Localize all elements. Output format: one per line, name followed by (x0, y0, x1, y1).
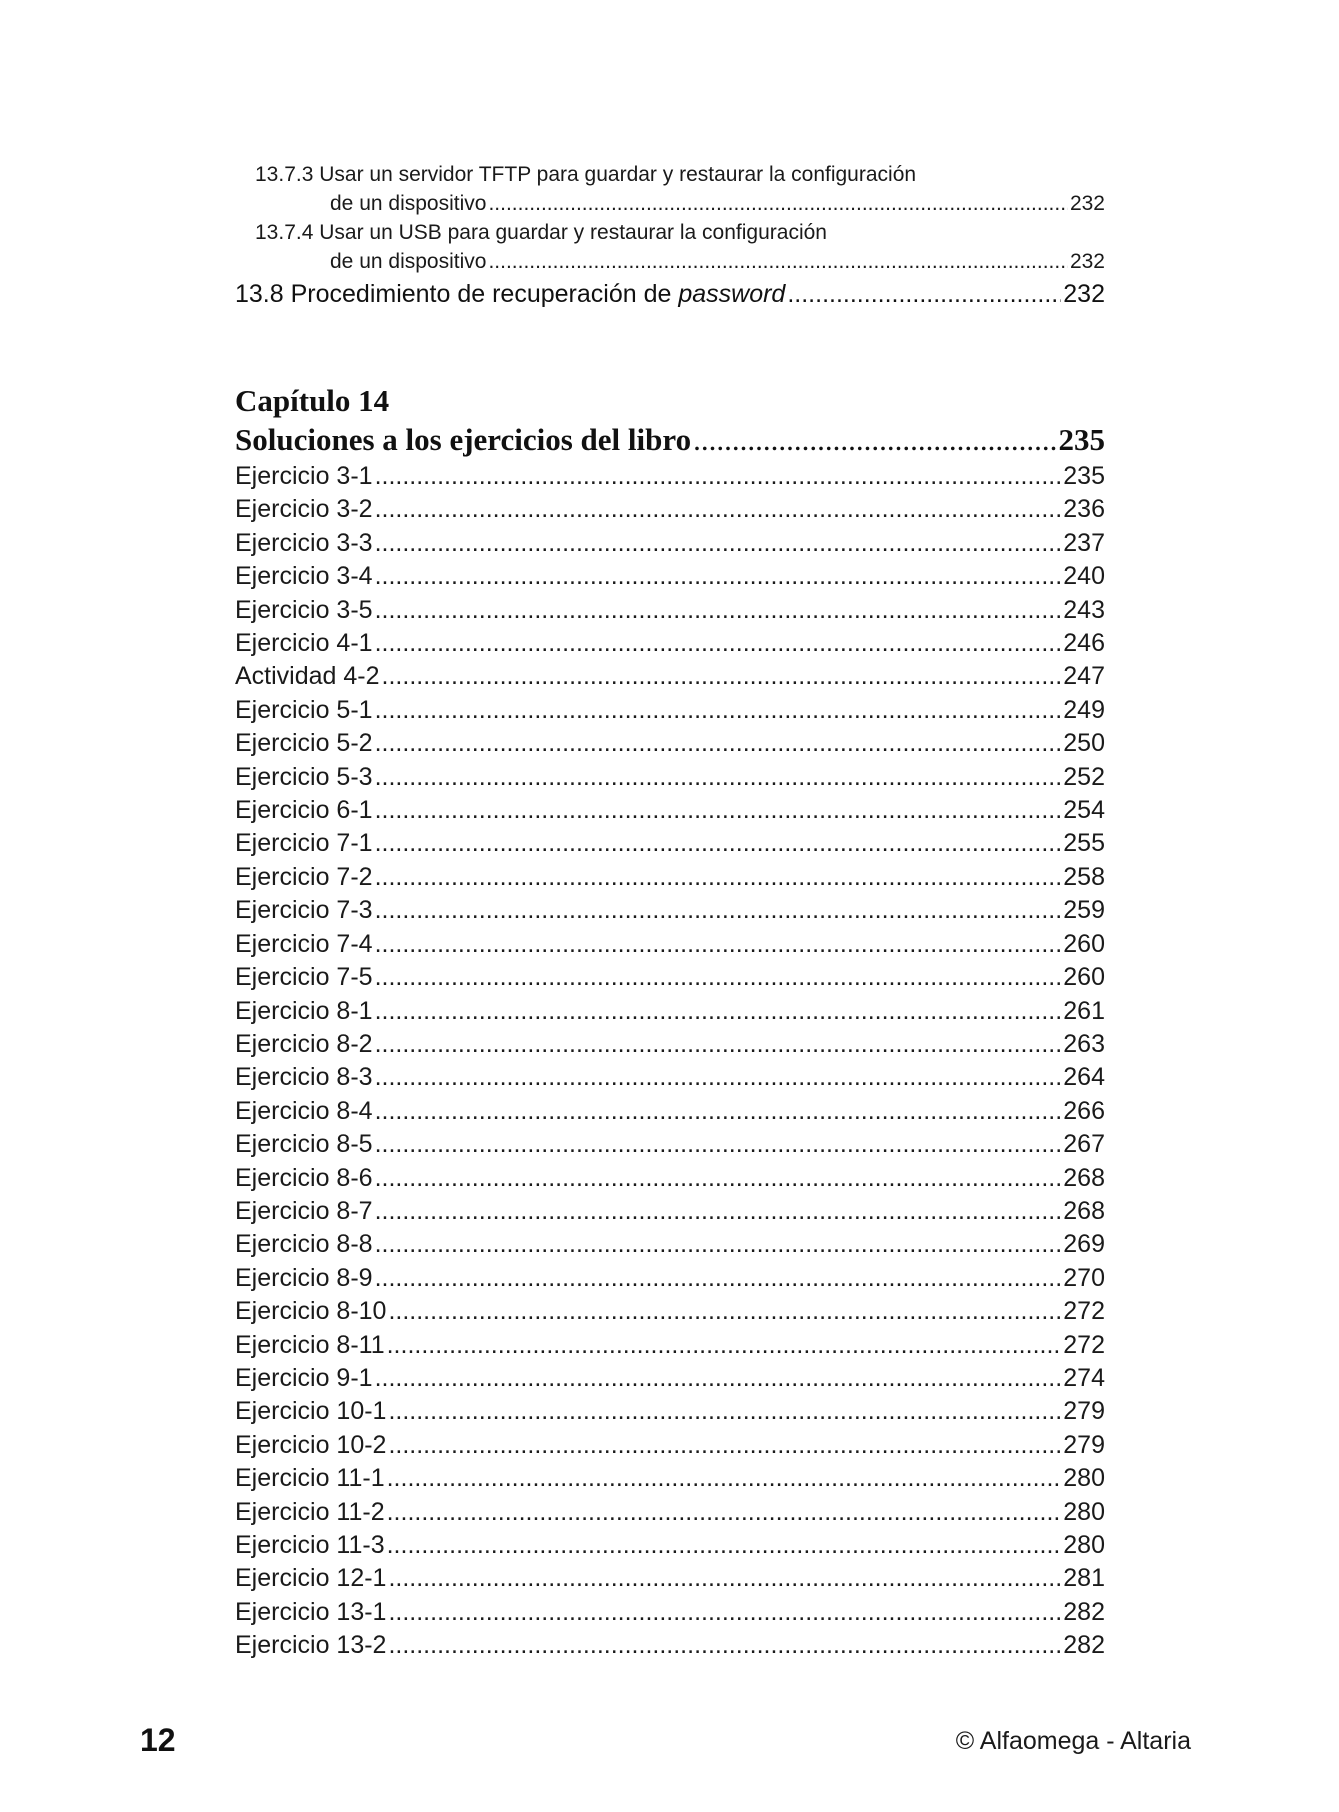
chapter-title-row (235, 420, 1105, 460)
toc-entry-label: Ejercicio 3-4 (235, 562, 373, 591)
dot-leader (488, 189, 1068, 218)
toc-entry-page: 240 (1063, 562, 1105, 591)
toc-entry (235, 1195, 1105, 1228)
toc-entry-page: 268 (1063, 1196, 1105, 1225)
dot-leader (375, 1262, 1062, 1295)
dot-leader (375, 1362, 1062, 1395)
toc-entry (235, 460, 1105, 493)
table-of-contents (235, 160, 1105, 1663)
toc-entry-label: Ejercicio 3-3 (235, 528, 373, 557)
toc-entry-label: Ejercicio 8-3 (235, 1063, 373, 1092)
toc-entry-label: Ejercicio 8-8 (235, 1230, 373, 1259)
toc-entry-label: Ejercicio 8-6 (235, 1163, 373, 1192)
dot-leader (375, 694, 1062, 727)
publisher-credit: © Alfaomega - Altaria (955, 1727, 1191, 1755)
toc-entry-page: 281 (1063, 1564, 1105, 1593)
toc-entry-page: 255 (1063, 829, 1105, 858)
section-13-8 (235, 278, 1105, 310)
chapter-page: 235 (1058, 422, 1105, 457)
section-title-italic: password (678, 280, 786, 308)
dot-leader (388, 1562, 1061, 1595)
toc-entry (235, 1162, 1105, 1195)
toc-entry (235, 961, 1105, 994)
dot-leader (787, 278, 1061, 310)
dot-leader (375, 594, 1062, 627)
dot-leader (375, 861, 1062, 894)
toc-entry-label: Ejercicio 5-1 (235, 695, 373, 724)
toc-entry (235, 1562, 1105, 1595)
toc-entry-row (235, 189, 1105, 218)
toc-entry-label: Actividad 4-2 (235, 662, 380, 691)
dot-leader (375, 1195, 1062, 1228)
toc-entry-label: Ejercicio 5-3 (235, 762, 373, 791)
toc-entry (235, 1329, 1105, 1362)
toc-entry-page: 279 (1063, 1430, 1105, 1459)
toc-entry (235, 1629, 1105, 1662)
dot-leader (375, 1162, 1062, 1195)
toc-entry-label: Ejercicio 8-11 (235, 1330, 385, 1359)
toc-entry (235, 1429, 1105, 1462)
toc-entry-label: Ejercicio 8-5 (235, 1130, 373, 1159)
exercise-list (235, 460, 1105, 1663)
toc-entry-page: 280 (1063, 1531, 1105, 1559)
toc-entry-page: 243 (1063, 595, 1105, 624)
dot-leader (387, 1529, 1062, 1562)
toc-entry-page: 263 (1063, 1029, 1105, 1058)
dot-leader (375, 995, 1062, 1028)
toc-entry-page: 252 (1063, 762, 1105, 791)
toc-entry-page: 260 (1063, 963, 1105, 992)
toc-entry (235, 1061, 1105, 1094)
dot-leader (387, 1462, 1062, 1495)
toc-entry-page: 258 (1063, 862, 1105, 891)
toc-entry-title: 13.7.4 Usar un USB para guardar y restaurar la configuración (255, 221, 827, 244)
toc-entry-label: Ejercicio 13-2 (235, 1631, 387, 1660)
toc-entry-label: de un dispositivo (330, 192, 487, 215)
toc-entry-label: Ejercicio 5-2 (235, 729, 373, 758)
dot-leader (388, 1596, 1061, 1629)
dot-leader (375, 928, 1062, 961)
toc-entry-page: 272 (1063, 1330, 1105, 1359)
toc-entry-page: 254 (1063, 796, 1105, 825)
toc-entry (235, 727, 1105, 760)
toc-entry-label: Ejercicio 3-2 (235, 495, 373, 524)
dot-leader (488, 247, 1068, 276)
dot-leader (375, 493, 1062, 526)
toc-entry-label: Ejercicio 9-1 (235, 1363, 373, 1392)
toc-entry-label: Ejercicio 11-2 (235, 1497, 385, 1526)
toc-entry-label: Ejercicio 8-4 (235, 1096, 373, 1125)
dot-leader (693, 420, 1056, 460)
dot-leader (375, 1061, 1062, 1094)
chapter-label: Capítulo 14 (235, 383, 390, 418)
toc-entry (235, 1395, 1105, 1428)
toc-entry-label: Ejercicio 8-2 (235, 1029, 373, 1058)
toc-entry (235, 1262, 1105, 1295)
dot-leader (387, 1329, 1062, 1362)
toc-entry-page: 264 (1063, 1063, 1105, 1092)
toc-entry (235, 1362, 1105, 1395)
toc-entry-label: Ejercicio 8-1 (235, 996, 373, 1025)
toc-entry-page: 280 (1063, 1497, 1105, 1526)
dot-leader (388, 1629, 1061, 1662)
dot-leader (375, 627, 1062, 660)
toc-entry-page: 280 (1063, 1464, 1105, 1493)
toc-entry (235, 995, 1105, 1028)
toc-entry (235, 794, 1105, 827)
toc-entry (235, 1496, 1105, 1529)
toc-entry-page: 260 (1063, 929, 1105, 958)
toc-entry-label: Ejercicio 13-1 (235, 1597, 387, 1626)
subsection-13-7-4 (235, 218, 1105, 276)
toc-entry-page: 261 (1063, 996, 1105, 1025)
toc-entry-page: 249 (1063, 695, 1105, 724)
toc-entry-page: 232 (1063, 280, 1105, 308)
toc-entry-page: 274 (1063, 1363, 1105, 1392)
toc-entry-label: Ejercicio 4-1 (235, 629, 373, 658)
toc-entry-label: Ejercicio 10-2 (235, 1430, 387, 1459)
toc-entry-page: 267 (1063, 1130, 1105, 1159)
toc-entry (235, 694, 1105, 727)
toc-entry-label: Ejercicio 7-5 (235, 963, 373, 992)
dot-leader (375, 827, 1062, 860)
chapter-title: Soluciones a los ejercicios del libro (235, 422, 692, 457)
dot-leader (375, 794, 1062, 827)
toc-entry-label: Ejercicio 3-1 (235, 462, 373, 490)
toc-entry (235, 894, 1105, 927)
toc-entry (235, 1128, 1105, 1161)
toc-entry-label (235, 278, 785, 310)
toc-entry (235, 1095, 1105, 1128)
toc-entry-page: 269 (1063, 1230, 1105, 1259)
toc-entry-page: 232 (1069, 192, 1105, 215)
section-title-prefix: 13.8 Procedimiento de recuperación de (235, 280, 679, 308)
toc-entry-page: 268 (1063, 1163, 1105, 1192)
dot-leader (375, 560, 1062, 593)
toc-entry-page: 250 (1063, 729, 1105, 758)
dot-leader (375, 1028, 1062, 1061)
dot-leader (375, 460, 1062, 493)
toc-entry-label: Ejercicio 7-2 (235, 862, 373, 891)
toc-entry-label: Ejercicio 11-3 (235, 1531, 385, 1559)
toc-entry (235, 861, 1105, 894)
toc-entry (235, 1295, 1105, 1328)
toc-entry-title: 13.7.3 Usar un servidor TFTP para guardar y restaurar la configuración (255, 163, 917, 186)
toc-entry-page: 247 (1063, 662, 1105, 691)
toc-entry-label: Ejercicio 8-9 (235, 1263, 373, 1292)
toc-entry-page: 232 (1069, 250, 1105, 273)
toc-entry-page: 279 (1063, 1397, 1105, 1426)
page-number: 12 (140, 1722, 176, 1758)
toc-entry (235, 1529, 1105, 1562)
toc-entry (235, 660, 1105, 693)
toc-entry-page: 259 (1063, 896, 1105, 925)
toc-entry-page: 235 (1063, 462, 1105, 490)
toc-entry-row (235, 247, 1105, 276)
dot-leader (375, 961, 1062, 994)
toc-entry-label: Ejercicio 7-1 (235, 829, 373, 858)
toc-entry-page: 236 (1063, 495, 1105, 524)
toc-entry-label: Ejercicio 7-3 (235, 896, 373, 925)
toc-entry-label: Ejercicio 11-1 (235, 1464, 385, 1493)
toc-entry-label: de un dispositivo (330, 250, 487, 273)
dot-leader (375, 1228, 1062, 1261)
toc-entry-page: 282 (1063, 1597, 1105, 1626)
toc-entry-label: Ejercicio 7-4 (235, 929, 373, 958)
dot-leader (375, 527, 1062, 560)
dot-leader (375, 1128, 1062, 1161)
toc-entry (235, 527, 1105, 560)
dot-leader (387, 1496, 1062, 1529)
toc-entry-page: 270 (1063, 1263, 1105, 1292)
dot-leader (388, 1295, 1061, 1328)
toc-entry (235, 827, 1105, 860)
toc-entry-page: 237 (1063, 528, 1105, 557)
toc-entry-label: Ejercicio 8-7 (235, 1196, 373, 1225)
dot-leader (375, 894, 1062, 927)
chapter-14 (235, 382, 1105, 1663)
toc-entry-page: 282 (1063, 1631, 1105, 1660)
toc-entry (235, 1028, 1105, 1061)
toc-entry (235, 627, 1105, 660)
toc-entry-page: 246 (1063, 629, 1105, 658)
toc-entry-page: 272 (1063, 1297, 1105, 1326)
toc-entry-label: Ejercicio 6-1 (235, 796, 373, 825)
toc-entry-page: 266 (1063, 1096, 1105, 1125)
dot-leader (375, 1095, 1062, 1128)
toc-entry (235, 493, 1105, 526)
dot-leader (388, 1429, 1061, 1462)
toc-entry-label: Ejercicio 10-1 (235, 1397, 387, 1426)
toc-entry-label: Ejercicio 3-5 (235, 595, 373, 624)
dot-leader (388, 1395, 1061, 1428)
toc-entry (235, 1462, 1105, 1495)
toc-entry (235, 1228, 1105, 1261)
toc-entry (235, 928, 1105, 961)
subsection-13-7-3 (235, 160, 1105, 218)
dot-leader (375, 761, 1062, 794)
toc-entry (235, 1596, 1105, 1629)
toc-entry-label: Ejercicio 8-10 (235, 1297, 387, 1326)
toc-entry (235, 594, 1105, 627)
toc-entry (235, 560, 1105, 593)
toc-entry-label: Ejercicio 12-1 (235, 1564, 387, 1593)
dot-leader (382, 660, 1062, 693)
dot-leader (375, 727, 1062, 760)
toc-entry (235, 761, 1105, 794)
